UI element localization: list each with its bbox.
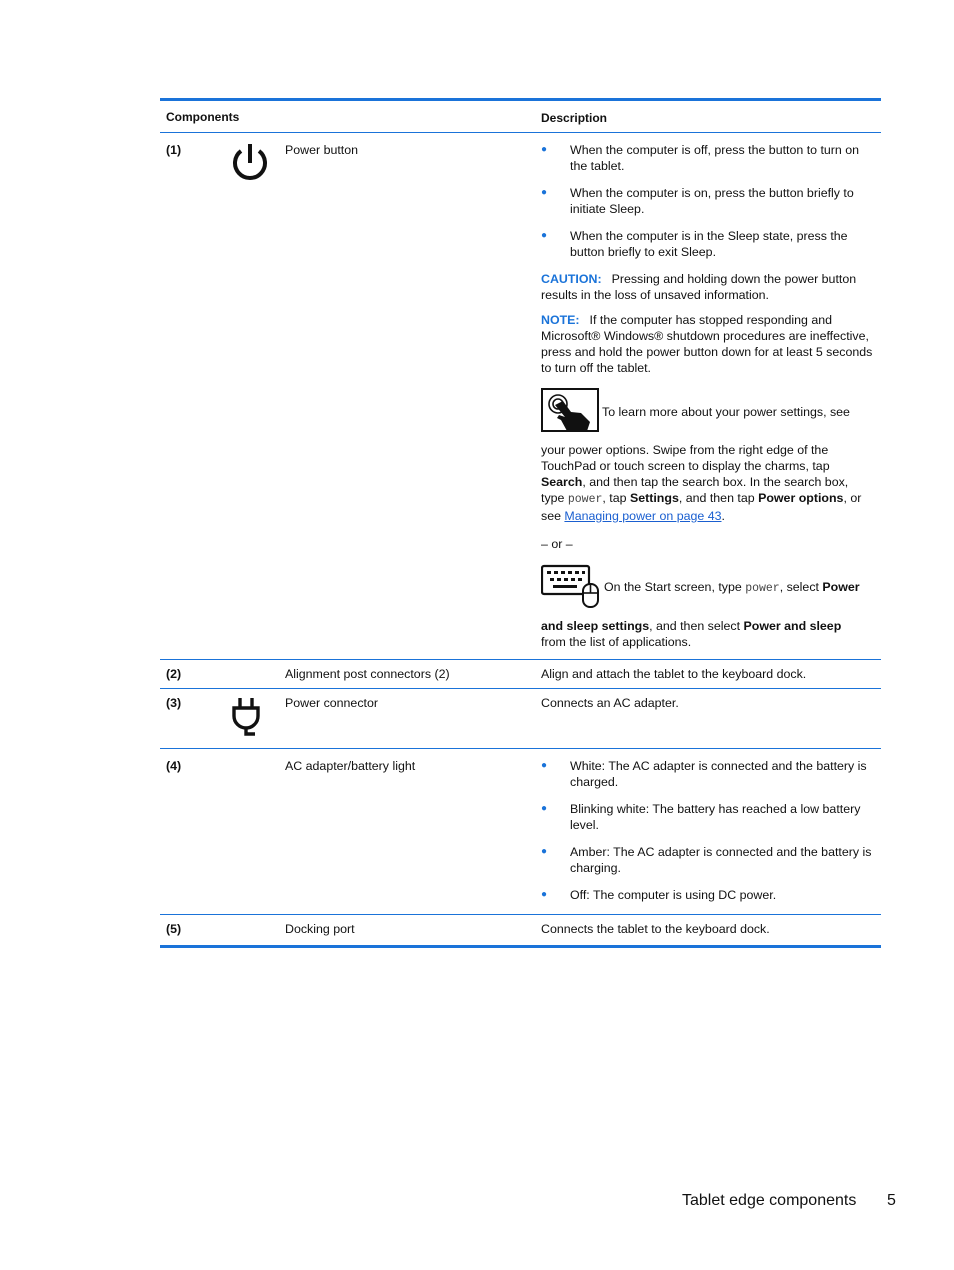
list-item: ● Amber: The AC adapter is connected and the battery is charging. xyxy=(541,844,875,876)
row-description: Connects an AC adapter. xyxy=(541,696,679,710)
header-components: Components xyxy=(166,110,240,124)
components-table xyxy=(160,98,881,948)
bullet-list xyxy=(541,142,875,260)
table-row xyxy=(160,659,881,688)
bullet-list xyxy=(541,758,875,903)
header-description: Description xyxy=(541,111,608,125)
code-power: power xyxy=(745,582,780,595)
touch-line1: To learn more about your power settings, see xyxy=(602,405,850,419)
caution-label: CAUTION: xyxy=(541,272,602,286)
list-item: ● When the computer is off, press the button to turn on the tablet. xyxy=(541,142,875,174)
row-number: (4) xyxy=(166,759,182,773)
row-description xyxy=(535,133,881,659)
row-number: (1) xyxy=(166,143,182,157)
managing-power-link[interactable]: Managing power on page 43 xyxy=(564,509,722,523)
touch-instruction xyxy=(541,388,875,436)
keyboard-line1: On the Start screen, type power, select Power xyxy=(604,580,860,595)
caution-text: Pressing and holding down the power button results in the loss of unsaved information. xyxy=(541,272,857,302)
list-item: ● White: The AC adapter is connected and the battery is charged. xyxy=(541,758,875,790)
row-name: Power button xyxy=(285,143,359,157)
list-item: ● When the computer is in the Sleep state, press the button briefly to exit Sleep. xyxy=(541,228,875,260)
table-row xyxy=(160,914,881,945)
footer-title: Tablet edge components xyxy=(682,1192,857,1209)
page-footer xyxy=(682,1192,896,1210)
touch-paragraph: your power options. Swipe from the right edge of the TouchPad or touch screen to display the charms, tap Search, and then tap the search box. In the search box, type power, tap Settings, and then tap Power options, or see Managing power on page 43. xyxy=(541,443,862,523)
keyboard-paragraph: and sleep settings, and then select Power and sleep from the list of applications. xyxy=(541,619,842,649)
note-label: NOTE: xyxy=(541,313,580,327)
caution-note xyxy=(541,271,875,303)
keyboard-instruction xyxy=(541,564,875,612)
row-name: AC adapter/battery light xyxy=(285,759,416,773)
list-item: ● Blinking white: The battery has reached a low battery level. xyxy=(541,801,875,833)
table-row xyxy=(160,688,881,748)
row-description xyxy=(535,749,881,914)
code-power: power xyxy=(567,493,603,506)
table-row xyxy=(160,748,881,914)
page-number: 5 xyxy=(887,1192,896,1209)
row-number: (5) xyxy=(166,922,182,936)
or-separator: – or – xyxy=(541,537,573,551)
table-row xyxy=(160,133,881,659)
row-number: (3) xyxy=(166,696,182,710)
row-description: Connects the tablet to the keyboard dock. xyxy=(541,922,770,936)
row-description: Align and attach the tablet to the keyboard dock. xyxy=(541,667,807,681)
note xyxy=(541,312,875,376)
keyboard-mouse-icon xyxy=(541,564,604,612)
note-text: If the computer has stopped responding and Microsoft® Windows® shutdown procedures are ineffective, press and hold the power button down for at least 5 seconds to turn off the tablet. xyxy=(541,313,873,375)
row-name: Alignment post connectors (2) xyxy=(285,667,450,681)
power-icon xyxy=(230,172,270,186)
list-item: ● Off: The computer is using DC power. xyxy=(541,887,875,903)
row-name: Power connector xyxy=(285,696,378,710)
plug-icon xyxy=(231,729,261,743)
table-header xyxy=(160,101,881,133)
list-item: ● When the computer is on, press the button briefly to initiate Sleep. xyxy=(541,185,875,217)
touch-gesture-icon xyxy=(541,388,602,436)
row-name: Docking port xyxy=(285,922,355,936)
row-number: (2) xyxy=(166,667,182,681)
